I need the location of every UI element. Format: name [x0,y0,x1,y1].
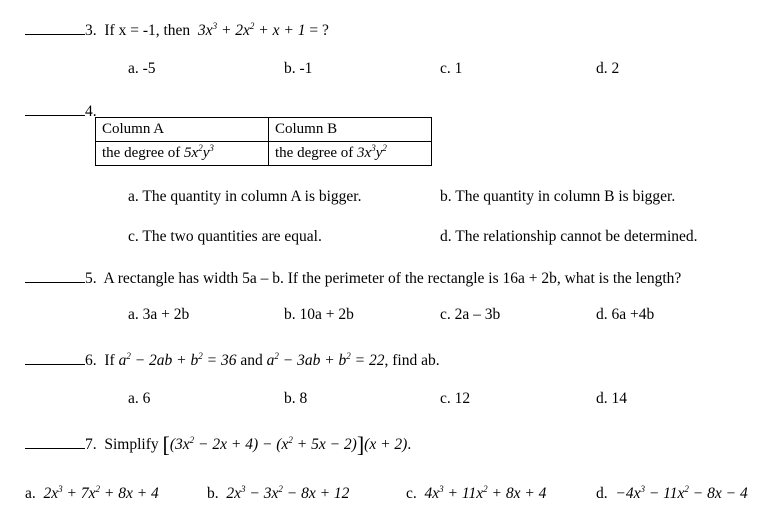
choice-c[interactable]: c. The two quantities are equal. [128,228,322,245]
choice-c[interactable]: c. $4x^3 + 11x^2 + 8x + 4$ [406,484,547,502]
choice-b[interactable]: b. The quantity in column B is bigger. [440,188,676,205]
answer-blank[interactable] [25,101,85,116]
question-prefix: If x = -1, then [104,22,191,39]
column-a-cell: the degree of $5x^2y^3$ [96,142,269,166]
question-number: 3. [85,22,97,39]
question-5 [25,268,681,287]
choice-d[interactable]: d. 2 [596,60,620,77]
choice-b[interactable]: b. $2x^3 - 3x^2 - 8x + 12$ [207,484,350,502]
choice-c[interactable]: c. 12 [440,390,471,407]
answer-blank[interactable] [25,268,85,283]
question-number: 7. [85,436,97,453]
question-number: 4. [85,103,97,120]
choice-b[interactable]: b. -1 [284,60,313,77]
column-b-cell: the degree of $3x^3y^2$ [269,142,432,166]
question-3: 3. If x = -1, then $3x^3 + 2x^2 + x + 1$ = ? [25,20,329,39]
choice-d[interactable]: d. $-4x^3 - 11x^2 - 8x - 4$ [596,484,748,502]
question-7: 7. Simplify $[(3x^2 - 2x + 4) - (x^2 + 5x - 2)](x + 2)$. [25,434,411,456]
choice-a[interactable]: a. -5 [128,60,156,77]
choice-a[interactable]: a. $2x^3 + 7x^2 + 8x + 4$ [25,484,159,502]
column-a-header: Column A [96,118,269,142]
question-number: 5. [85,270,97,287]
simplify-expression: $[(3x^2 - 2x + 4) - (x^2 + 5x - 2)](x + 2)$ [162,432,408,457]
question-4 [25,101,97,120]
column-b-header: Column B [269,118,432,142]
equation-2: $a^2 - 3ab + b^2 = 22$ [266,351,385,369]
answer-blank[interactable] [25,20,85,35]
choice-a[interactable]: a. 6 [128,390,151,407]
choice-a[interactable]: a. 3a + 2b [128,306,190,323]
question-text: A rectangle has width 5a – b. If the perimeter of the rectangle is 16a + 2b, what is the length? [103,270,682,287]
question-6: 6. If $a^2 - 2ab + b^2 = 36$ and $a^2 - 3ab + b^2 = 22$, find ab. [25,350,440,369]
choice-a[interactable]: a. The quantity in column A is bigger. [128,188,362,205]
comparison-table [95,117,432,166]
equation-1: $a^2 - 2ab + b^2 = 36$ [118,351,237,369]
choice-b[interactable]: b. 10a + 2b [284,306,354,323]
choice-d[interactable]: d. The relationship cannot be determined. [440,228,698,245]
choice-d[interactable]: d. 6a +4b [596,306,655,323]
choice-c[interactable]: c. 1 [440,60,463,77]
answer-blank[interactable] [25,434,85,449]
question-number: 6. [85,352,97,369]
choice-b[interactable]: b. 8 [284,390,308,407]
choice-d[interactable]: d. 14 [596,390,627,407]
answer-blank[interactable] [25,350,85,365]
question-expression: $3x^3 + 2x^2 + x + 1$ [197,21,306,39]
choice-c[interactable]: c. 2a – 3b [440,306,501,323]
